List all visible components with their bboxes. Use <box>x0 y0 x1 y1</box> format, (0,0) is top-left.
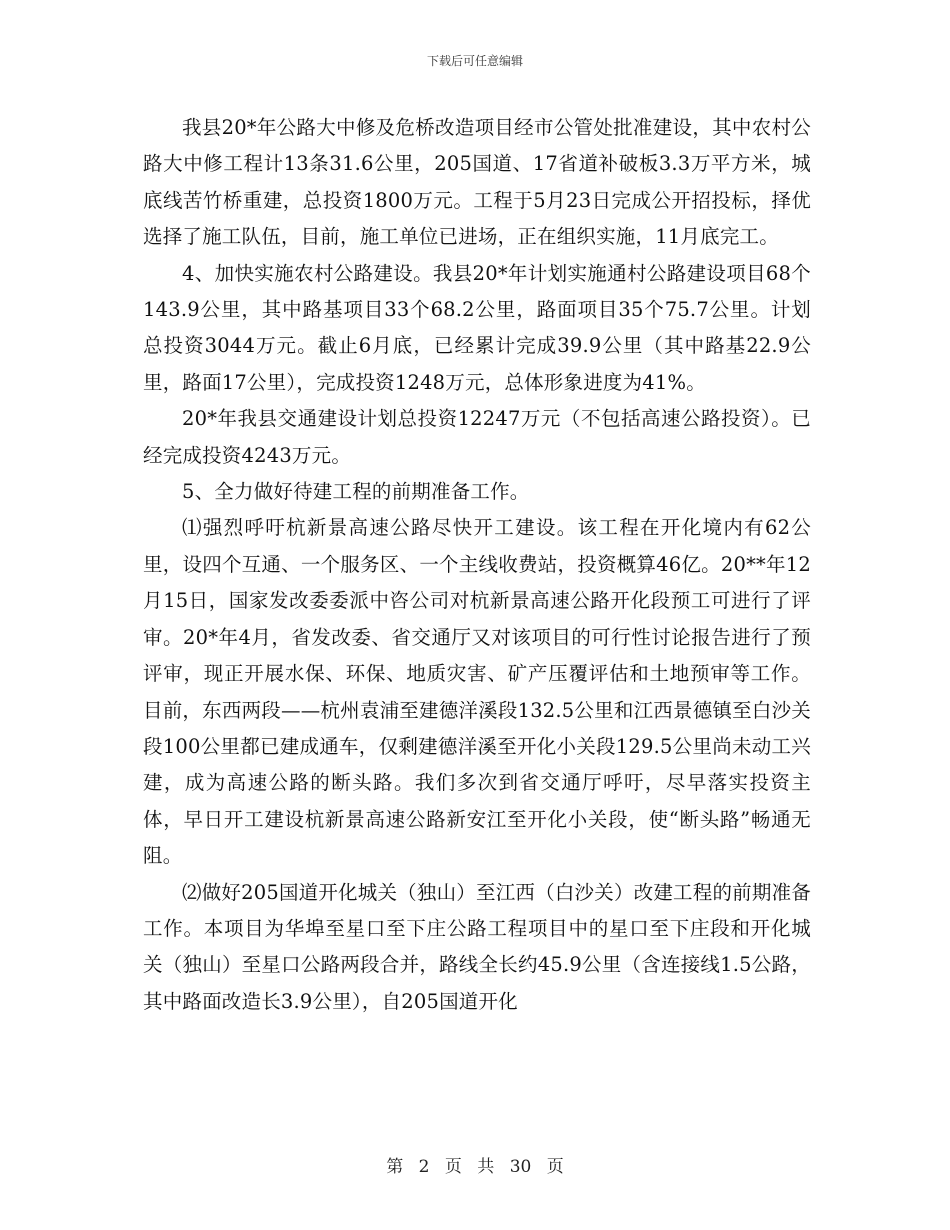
paragraph: 5、全力做好待建工程的前期准备工作。 <box>182 480 530 504</box>
footer-suffix: 页 <box>546 1157 564 1177</box>
paragraph: 我县20*年公路大中修及危桥改造项目经市公管处批准建设，其中农村公路大中修工程计13条31.6公里，205国道、17省道补破板3.3万平方米，城底线苦竹桥重建，总投资1800万元。工程于5月23日完成公开招投标，择优选择了施工队伍，目前，施工单位已进场，正在组织实施，11月底完工。 <box>143 116 811 249</box>
page-header: 下载后可任意编辑 <box>426 54 523 68</box>
paragraph: ⑵做好205国道开化城关（独山）至江西（白沙关）改建工程的前期准备工作。本项目为华埠至星口至下庄公路工程项目中的星口至下庄段和开化城关（独山）至星口公路两段合并，路线全长约45.9公里（含连接线1.5公路，其中路面改造长3.9公里），自205国道开化 <box>143 880 811 1013</box>
page-footer <box>0 1152 950 1177</box>
paragraph: 4、加快实施农村公路建设。我县20*年计划实施通村公路建设项目68个143.9公里，其中路基项目33个68.2公里，路面项目35个75.7公里。计划总投资3044万元。截止6月底，已经累计完成39.9公里（其中路基22.9公里，路面17公里），完成投资1248万元，总体形象进度为41%。 <box>143 261 811 394</box>
footer-total-label: 共 <box>477 1157 495 1177</box>
total-pages: 30 <box>509 1157 532 1177</box>
paragraph: 20*年我县交通建设计划总投资12247万元（不包括高速公路投资）。已经完成投资4243万元。 <box>143 407 811 467</box>
footer-page-label: 页 <box>444 1157 462 1177</box>
paragraph: ⑴强烈呼吁杭新景高速公路尽快开工建设。该工程在开化境内有62公里，设四个互通、一个服务区、一个主线收费站，投资概算46亿。20**年12月15日，国家发改委委派中咨公司对杭新景高速公路开化段预工可进行了评审。20*年4月，省发改委、省交通厅又对该项目的可行性讨论报告进行了预评审，现正开展水保、环保、地质灾害、矿产压覆评估和土地预审等工作。目前，东西两段——杭州袁浦至建德洋溪段132.5公里和江西景德镇至白沙关段100公里都已建成通车，仅剩建德洋溪至开化小关段129.5公里尚未动工兴建，成为高速公路的断头路。我们多次到省交通厅呼吁，尽早落实投资主体，早日开工建设杭新景高速公路新安江至开化小关段，使“断头路”畅通无阻。 <box>143 516 811 868</box>
footer-prefix: 第 <box>386 1157 404 1177</box>
document-body <box>143 110 811 1020</box>
page-number: 2 <box>418 1157 430 1177</box>
